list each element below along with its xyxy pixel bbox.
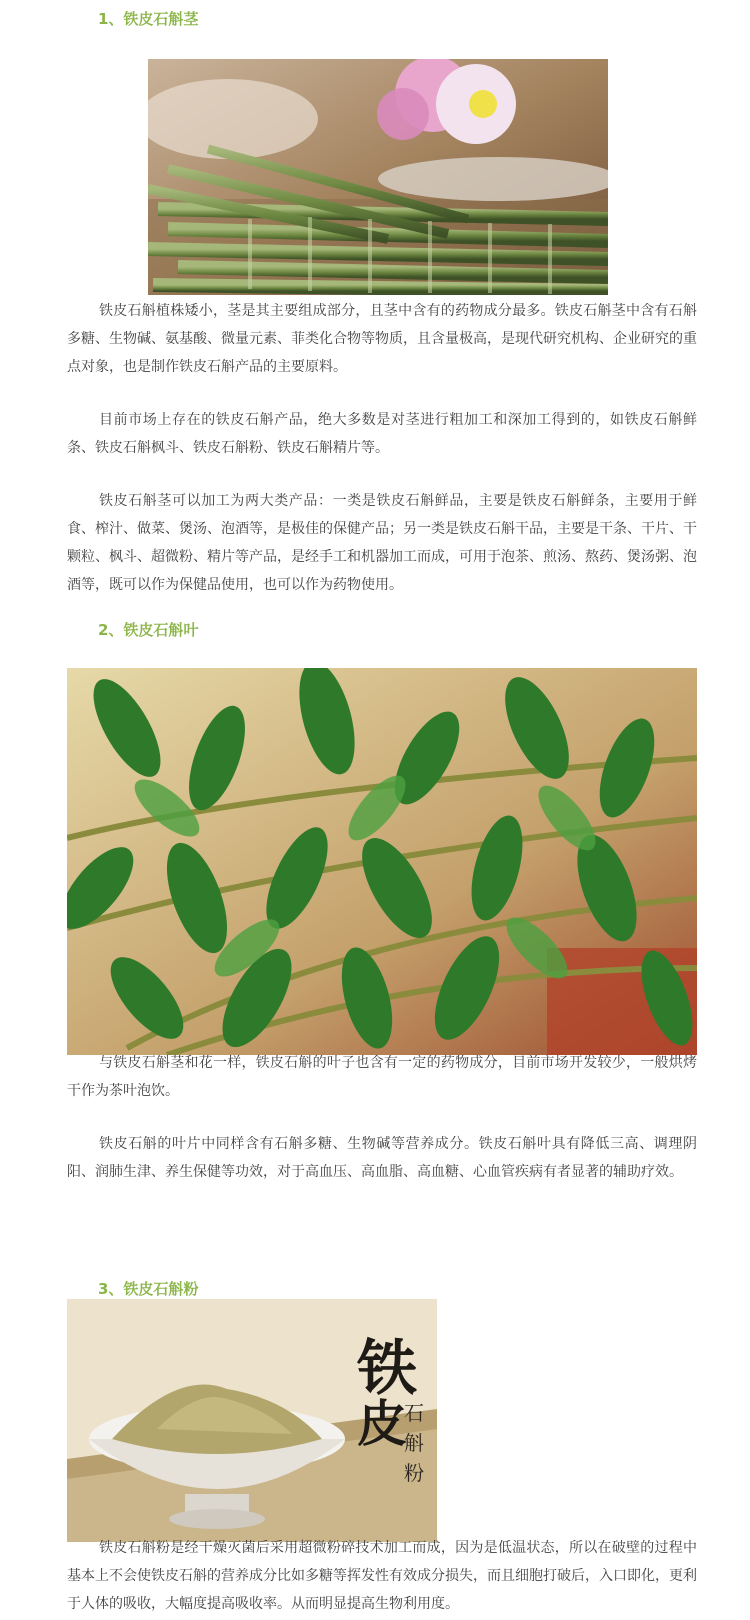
leaf-paragraph-2: 铁皮石斛的叶片中同样含有石斛多糖、生物碱等营养成分。铁皮石斛叶具有降低三高、调理阴阳、润肺生津、养生保健等功效，对于高血压、高血脂、高血糖、心血管疾病有者显著的辅助疗效。 (67, 1136, 697, 1180)
powder-label-small-2: 斛 (404, 1431, 424, 1455)
powder-label-small-3: 粉 (404, 1461, 424, 1485)
section-heading-leaf: 2、铁皮石斛叶 (98, 621, 199, 639)
section-heading-powder: 3、铁皮石斛粉 (98, 1280, 199, 1298)
stem-photo (148, 59, 608, 295)
powder-paragraph-1: 铁皮石斛粉是经干燥灭菌后采用超微粉碎技术加工而成，因为是低温状态，所以在破壁的过程中基本上不会使铁皮石斛的营养成分比如多糖等挥发性有效成分损失，而且细胞打破后，入口即化，更利于人体的吸收，大幅度提高吸收率。从而明显提高生物利用度。 (67, 1540, 697, 1612)
leaf-photo (67, 668, 697, 1055)
powder-label-big-1: 铁 (357, 1334, 417, 1404)
leaf-paragraph-1: 与铁皮石斛茎和花一样，铁皮石斛的叶子也含有一定的药物成分，目前市场开发较少，一般烘烤干作为茶叶泡饮。 (67, 1055, 697, 1099)
powder-photo (67, 1299, 437, 1542)
section-heading-stem: 1、铁皮石斛茎 (98, 10, 199, 28)
stem-paragraph-1: 铁皮石斛植株矮小，茎是其主要组成部分，且茎中含有的药物成分最多。铁皮石斛茎中含有石斛多糖、生物碱、氨基酸、微量元素、菲类化合物等物质，且含量极高，是现代研究机构、企业研究的重点对象，也是制作铁皮石斛产品的主要原料。 (67, 303, 697, 375)
stem-paragraph-3: 铁皮石斛茎可以加工为两大类产品：一类是铁皮石斛鲜品，主要是铁皮石斛鲜条，主要用于鲜食、榨汁、做菜、煲汤、泡酒等，是极佳的保健产品；另一类是铁皮石斛干品，主要是干条、干片、干颗粒、枫斗、超微粉、精片等产品，是经手工和机器加工而成，可用于泡茶、煎汤、熬药、煲汤粥、泡酒等，既可以作为保健品使用，也可以作为药物使用。 (67, 493, 697, 593)
powder-label-small-1: 石 (404, 1401, 424, 1425)
stem-paragraph-2: 目前市场上存在的铁皮石斛产品，绝大多数是对茎进行粗加工和深加工得到的，如铁皮石斛鲜条、铁皮石斛枫斗、铁皮石斛粉、铁皮石斛精片等。 (67, 412, 697, 456)
powder-label-big-2: 皮 (357, 1394, 407, 1453)
